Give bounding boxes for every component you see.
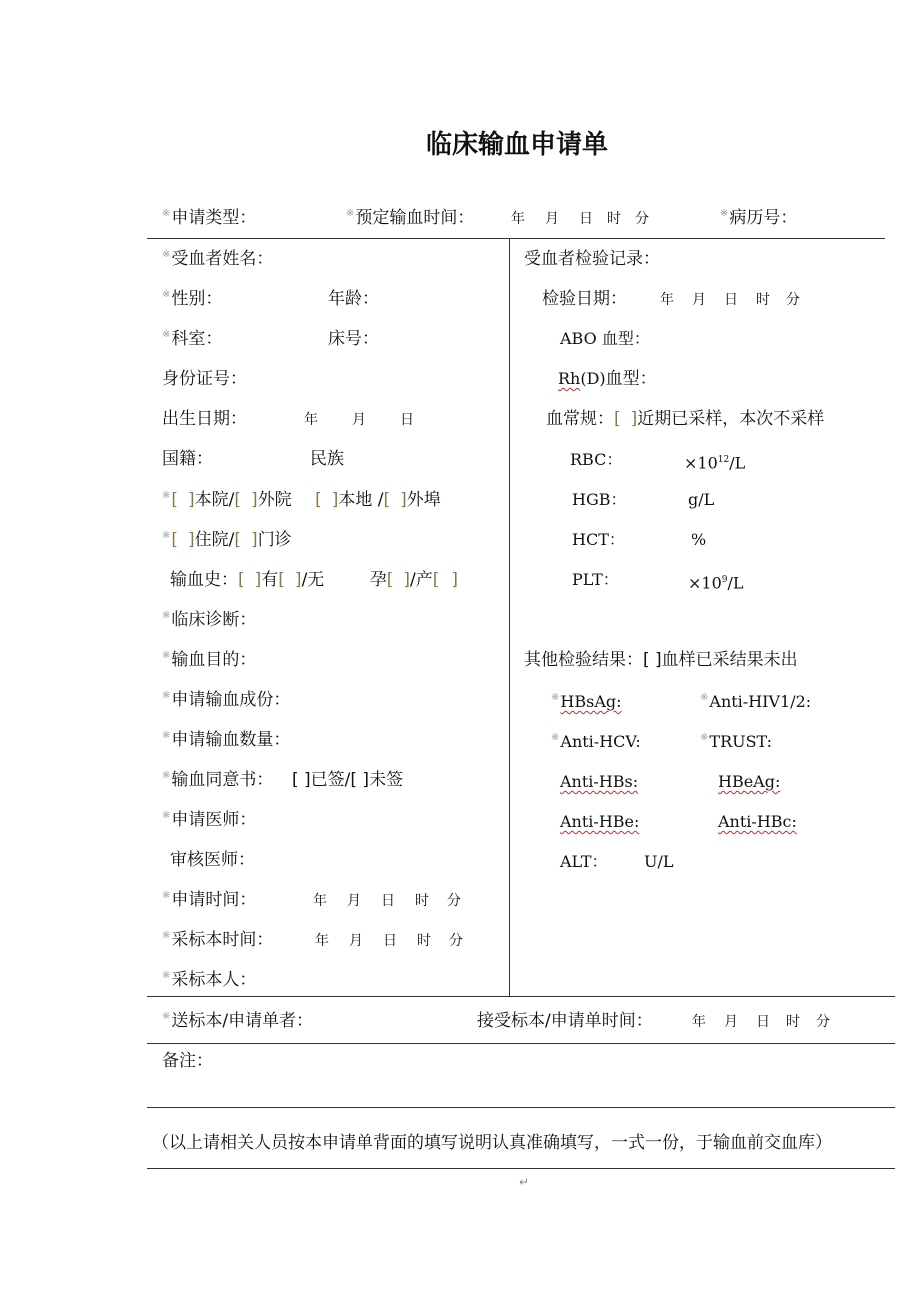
instruction-note: （以上请相关人员按本申请单背面的填写说明认真准确填写，一式一份，于输血前交血库） <box>152 1133 832 1153</box>
plt-unit: $\times 10^9/L$ <box>688 573 744 593</box>
visit-options: ※[ ]住院/[ ]门诊 <box>162 530 292 550</box>
apply-type-label: ※申请类型： <box>162 208 257 228</box>
anti-hbc-label: Anti-HBc: <box>718 812 797 831</box>
hct-unit: % <box>691 530 707 549</box>
anti-hbe-label: Anti-HBe: <box>560 812 640 831</box>
gender-label: ※性别： <box>162 289 223 309</box>
reviewing-doctor-label: 审核医师： <box>170 850 255 870</box>
sender-label: ※送标本/申请单者： <box>162 1011 314 1031</box>
other-results-label: 其他检验结果：[ ]血样已采结果未出 <box>524 650 798 670</box>
bed-no-label: 床号： <box>328 329 379 349</box>
record-no-label: ※病历号： <box>720 208 798 228</box>
id-no-label: 身份证号： <box>162 369 247 389</box>
blood-routine-label: 血常规：[ ]近期已采样，本次不采样 <box>546 409 825 429</box>
hbsag-label: ※HBsAg: <box>551 692 622 711</box>
test-date-units: 年 月 日 时 分 <box>660 292 800 308</box>
consent-options: [ ]已签/[ ]未签 <box>292 770 404 790</box>
consent-label: ※输血同意书： <box>162 770 274 790</box>
footer-divider-top <box>147 996 895 997</box>
purpose-label: ※输血目的： <box>162 650 257 670</box>
anti-hbs-label: Anti-HBs: <box>560 772 639 791</box>
applying-doctor-label: ※申请医师： <box>162 810 257 830</box>
remarks-label: 备注： <box>162 1051 213 1071</box>
component-label: ※申请输血成份： <box>162 690 291 710</box>
alt-unit: U/L <box>644 852 674 871</box>
apply-time-units: 年 月 日 时 分 <box>313 893 461 909</box>
ethnicity-label: 民族 <box>310 449 344 469</box>
sample-time-label: ※采标本时间： <box>162 930 274 950</box>
plt-label: PLT： <box>572 570 619 589</box>
abo-label: ABO 血型： <box>560 329 650 348</box>
hct-label: HCT： <box>572 530 625 549</box>
footer-divider-middle <box>147 1043 895 1044</box>
note-divider <box>147 1168 895 1169</box>
form-title: 临床输血申请单 <box>426 130 609 160</box>
patient-name-label: ※受血者姓名： <box>162 249 274 269</box>
birth-date-units: 年 月 日 <box>304 412 414 428</box>
sample-time-units: 年 月 日 时 分 <box>315 933 463 949</box>
scheduled-time-units: 年 月 日 时 分 <box>511 211 649 227</box>
test-date-label: 检验日期： <box>542 289 627 309</box>
footer-divider-bottom <box>147 1107 895 1108</box>
rbc-unit: $\times 10^{12}/L$ <box>684 453 746 473</box>
diagnosis-label: ※临床诊断： <box>162 610 257 630</box>
department-label: ※科室： <box>162 329 223 349</box>
receive-time-label: 接受标本/申请单时间： <box>477 1011 653 1031</box>
alt-label: ALT： <box>560 852 608 871</box>
hgb-label: HGB： <box>572 490 627 509</box>
transfusion-history: 输血史：[ ]有[ ]/无 孕[ ]/产[ ] <box>170 570 458 590</box>
test-record-label: 受血者检验记录： <box>524 249 660 269</box>
apply-time-label: ※申请时间： <box>162 890 257 910</box>
age-label: 年龄： <box>328 289 379 309</box>
column-divider <box>509 238 510 996</box>
scheduled-time-label: ※预定输血时间： <box>346 208 475 228</box>
rh-label: Rh(D)血型： <box>558 369 657 389</box>
origin-options: ※[ ]本院/[ ]外院 [ ]本地 /[ ]外埠 <box>162 490 441 510</box>
quantity-label: ※申请输血数量： <box>162 730 291 750</box>
birth-date-label: 出生日期： <box>162 409 247 429</box>
header-divider <box>147 238 885 239</box>
anti-hiv-label: ※Anti-HIV1/2: <box>700 692 812 711</box>
sampler-label: ※采标本人： <box>162 970 257 990</box>
trust-label: ※TRUST: <box>700 732 773 751</box>
hbeag-label: HBeAg: <box>718 772 781 791</box>
paragraph-mark: ↵ <box>519 1175 530 1189</box>
rbc-label: RBC： <box>570 450 623 469</box>
hgb-unit: g/L <box>688 490 715 509</box>
receive-time-units: 年 月 日 时 分 <box>692 1014 830 1030</box>
anti-hcv-label: ※Anti-HCV: <box>551 732 641 751</box>
nationality-label: 国籍： <box>162 449 213 469</box>
